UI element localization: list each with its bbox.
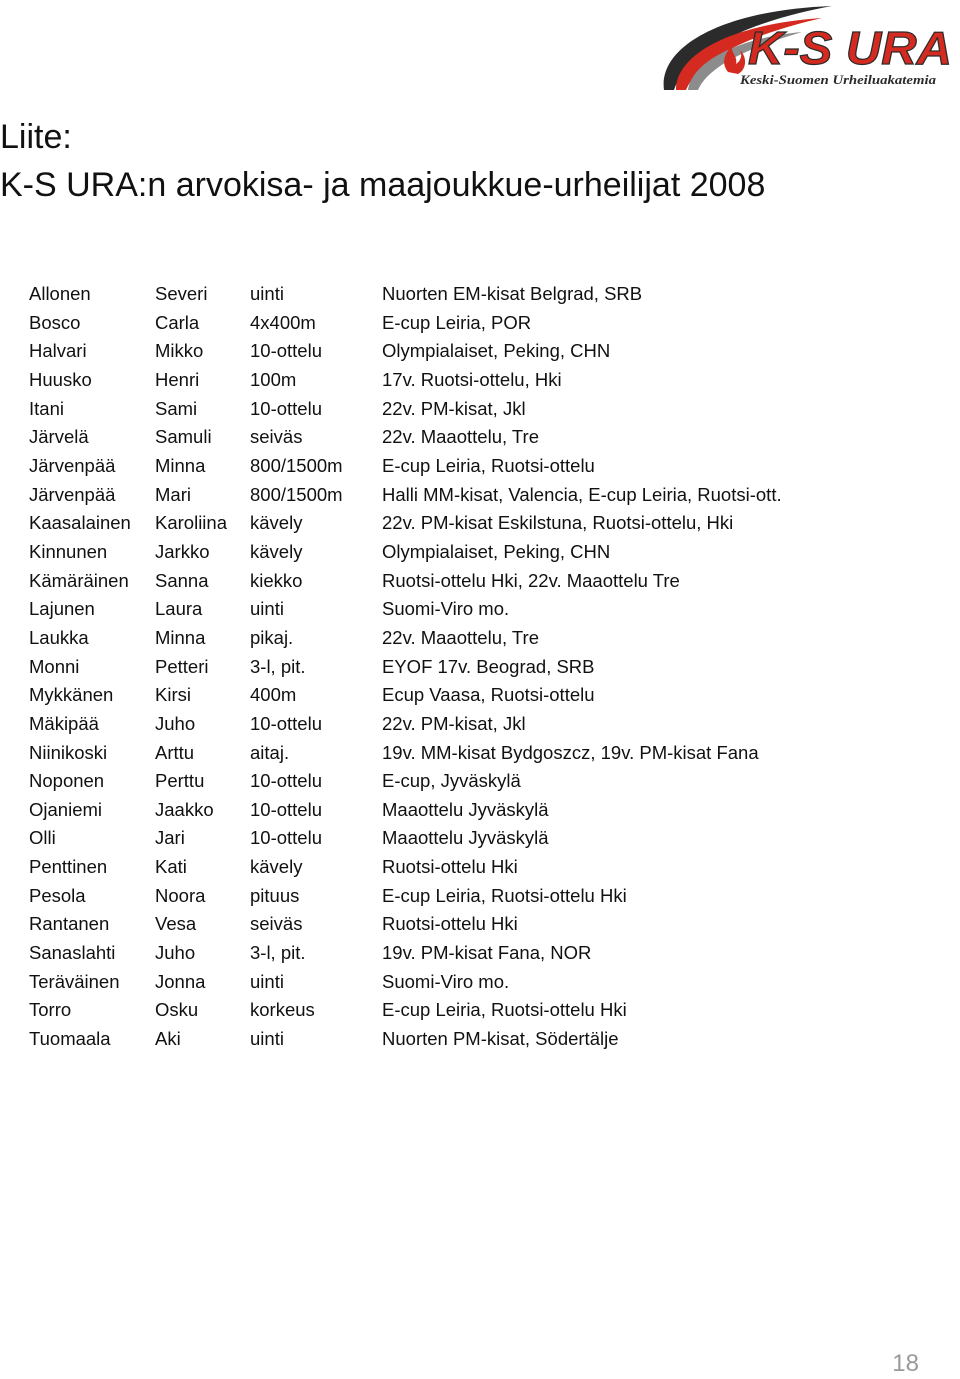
first-name-cell: Minna — [155, 454, 206, 476]
first-name-cell: Perttu — [155, 770, 205, 792]
competition-cell: 22v. PM-kisat Eskilstuna, Ruotsi-ottelu, Hki — [382, 512, 734, 534]
event-cell: korkeus — [250, 999, 315, 1021]
table-row — [29, 996, 782, 1025]
first-name-cell: Kati — [155, 856, 187, 878]
competition-cell: E-cup Leiria, Ruotsi-ottelu — [382, 454, 595, 476]
event-cell: uinti — [250, 1028, 284, 1050]
competition-cell: Maaottelu Jyväskylä — [382, 827, 549, 849]
table-row — [29, 939, 782, 968]
competition-cell: E-cup, Jyväskylä — [382, 770, 521, 792]
competition-cell: 22v. PM-kisat, Jkl — [382, 397, 526, 419]
title-label: Liite: — [0, 118, 72, 156]
table-row — [29, 853, 782, 882]
event-cell: kävely — [250, 512, 303, 534]
first-name-cell: Arttu — [155, 741, 195, 763]
event-cell: 3-l, pit. — [250, 655, 306, 677]
event-cell: 10-ottelu — [250, 827, 322, 849]
event-cell: 800/1500m — [250, 454, 343, 476]
surname-cell: Noponen — [29, 770, 105, 792]
first-name-cell: Kirsi — [155, 684, 191, 706]
event-cell: uinti — [250, 970, 284, 992]
event-cell: 10-ottelu — [250, 798, 322, 820]
first-name-cell: Mari — [155, 483, 191, 505]
table-row — [29, 481, 782, 510]
surname-cell: Järvenpää — [29, 454, 116, 476]
competition-cell: 22v. Maaottelu, Tre — [382, 626, 539, 648]
event-cell: 400m — [250, 684, 297, 706]
competition-cell: E-cup Leiria, Ruotsi-ottelu Hki — [382, 999, 627, 1021]
table-row — [29, 796, 782, 825]
table-row — [29, 824, 782, 853]
competition-cell: Ecup Vaasa, Ruotsi-ottelu — [382, 684, 595, 706]
event-cell: aitaj. — [250, 741, 290, 763]
competition-cell: E-cup Leiria, POR — [382, 311, 532, 333]
surname-cell: Pesola — [29, 884, 86, 906]
first-name-cell: Jonna — [155, 970, 206, 992]
surname-cell: Tuomaala — [29, 1028, 111, 1050]
first-name-cell: Vesa — [155, 913, 197, 935]
surname-cell: Mäkipää — [29, 712, 99, 734]
first-name-cell: Sami — [155, 397, 198, 419]
surname-cell: Penttinen — [29, 856, 108, 878]
first-name-cell: Jarkko — [155, 540, 210, 562]
competition-cell: Suomi-Viro mo. — [382, 970, 510, 992]
page-number: 18 — [892, 1350, 919, 1377]
competition-cell: Ruotsi-ottelu Hki, 22v. Maaottelu Tre — [382, 569, 680, 591]
competition-cell: Ruotsi-ottelu Hki — [382, 913, 518, 935]
first-name-cell: Carla — [155, 311, 200, 333]
surname-cell: Olli — [29, 827, 56, 849]
table-row — [29, 538, 782, 567]
surname-cell: Järvenpää — [29, 483, 116, 505]
event-cell: seiväs — [250, 913, 303, 935]
competition-cell: Nuorten PM-kisat, Södertälje — [382, 1028, 619, 1050]
table-row — [29, 366, 782, 395]
surname-cell: Monni — [29, 655, 80, 677]
first-name-cell: Minna — [155, 626, 206, 648]
event-cell: kävely — [250, 856, 303, 878]
surname-cell: Laukka — [29, 626, 89, 648]
first-name-cell: Jari — [155, 827, 185, 849]
table-row — [29, 337, 782, 366]
table-row — [29, 624, 782, 653]
surname-cell: Bosco — [29, 311, 81, 333]
event-cell: 800/1500m — [250, 483, 343, 505]
surname-cell: Ojaniemi — [29, 798, 102, 820]
first-name-cell: Osku — [155, 999, 199, 1021]
athlete-table — [29, 280, 782, 1054]
surname-cell: Torro — [29, 999, 72, 1021]
first-name-cell: Juho — [155, 942, 196, 964]
first-name-cell: Severi — [155, 283, 208, 304]
surname-cell: Sanaslahti — [29, 942, 116, 964]
competition-cell: Halli MM-kisat, Valencia, E-cup Leiria, Ruotsi-ott. — [382, 483, 782, 505]
table-row — [29, 452, 782, 481]
first-name-cell: Mikko — [155, 340, 204, 362]
event-cell: 3-l, pit. — [250, 942, 306, 964]
competition-cell: Olympialaiset, Peking, CHN — [382, 340, 611, 362]
first-name-cell: Petteri — [155, 655, 209, 677]
competition-cell: Nuorten EM-kisat Belgrad, SRB — [382, 283, 643, 304]
competition-cell: 19v. PM-kisat Fana, NOR — [382, 942, 592, 964]
table-row — [29, 509, 782, 538]
event-cell: 10-ottelu — [250, 397, 322, 419]
competition-cell: Olympialaiset, Peking, CHN — [382, 540, 611, 562]
first-name-cell: Jaakko — [155, 798, 214, 820]
surname-cell: Järvelä — [29, 426, 89, 448]
competition-cell: Maaottelu Jyväskylä — [382, 798, 549, 820]
surname-cell: Niinikoski — [29, 741, 108, 763]
ks-ura-logo — [652, 2, 956, 98]
logo-brand-text: K-S URA — [748, 22, 952, 74]
surname-cell: Rantanen — [29, 913, 110, 935]
first-name-cell: Samuli — [155, 426, 212, 448]
surname-cell: Kaasalainen — [29, 512, 131, 534]
competition-cell: EYOF 17v. Beograd, SRB — [382, 655, 595, 677]
event-cell: pikaj. — [250, 626, 294, 648]
surname-cell: Kämäräinen — [29, 569, 129, 591]
event-cell: 4x400m — [250, 311, 316, 333]
table-row — [29, 739, 782, 768]
surname-cell: Allonen — [29, 283, 91, 304]
table-row — [29, 710, 782, 739]
first-name-cell: Aki — [155, 1028, 181, 1050]
event-cell: kävely — [250, 540, 303, 562]
surname-cell: Halvari — [29, 340, 87, 362]
surname-cell: Huusko — [29, 368, 92, 390]
surname-cell: Lajunen — [29, 598, 95, 620]
event-cell: 100m — [250, 368, 297, 390]
event-cell: uinti — [250, 283, 284, 304]
competition-cell: 22v. Maaottelu, Tre — [382, 426, 539, 448]
first-name-cell: Laura — [155, 598, 203, 620]
table-row — [29, 882, 782, 911]
surname-cell: Kinnunen — [29, 540, 108, 562]
table-row — [29, 595, 782, 624]
event-cell: uinti — [250, 598, 284, 620]
table-row — [29, 567, 782, 596]
event-cell: kiekko — [250, 569, 303, 591]
logo-subtitle-text: Keski-Suomen Urheiluakatemia — [738, 72, 937, 87]
competition-cell: 17v. Ruotsi-ottelu, Hki — [382, 368, 562, 390]
athlete-table-body — [29, 280, 782, 1054]
table-row — [29, 309, 782, 338]
competition-cell: E-cup Leiria, Ruotsi-ottelu Hki — [382, 884, 627, 906]
event-cell: 10-ottelu — [250, 340, 322, 362]
surname-cell: Teräväinen — [29, 970, 120, 992]
first-name-cell: Sanna — [155, 569, 209, 591]
table-row — [29, 280, 782, 309]
event-cell: pituus — [250, 884, 300, 906]
table-row — [29, 653, 782, 682]
event-cell: seiväs — [250, 426, 303, 448]
first-name-cell: Juho — [155, 712, 196, 734]
event-cell: 10-ottelu — [250, 712, 322, 734]
table-row — [29, 1025, 782, 1054]
competition-cell: 19v. MM-kisat Bydgoszcz, 19v. PM-kisat Fana — [382, 741, 759, 763]
first-name-cell: Noora — [155, 884, 206, 906]
event-cell: 10-ottelu — [250, 770, 322, 792]
competition-cell: Ruotsi-ottelu Hki — [382, 856, 518, 878]
surname-cell: Itani — [29, 397, 64, 419]
table-row — [29, 681, 782, 710]
surname-cell: Mykkänen — [29, 684, 114, 706]
table-row — [29, 968, 782, 997]
title-block — [0, 113, 765, 209]
page-title: K-S URA:n arvokisa- ja maajoukkue-urheilijat 2008 — [0, 166, 766, 204]
table-row — [29, 910, 782, 939]
table-row — [29, 395, 782, 424]
competition-cell: Suomi-Viro mo. — [382, 598, 510, 620]
table-row — [29, 767, 782, 796]
competition-cell: 22v. PM-kisat, Jkl — [382, 712, 526, 734]
first-name-cell: Henri — [155, 368, 200, 390]
table-row — [29, 423, 782, 452]
first-name-cell: Karoliina — [155, 512, 227, 534]
